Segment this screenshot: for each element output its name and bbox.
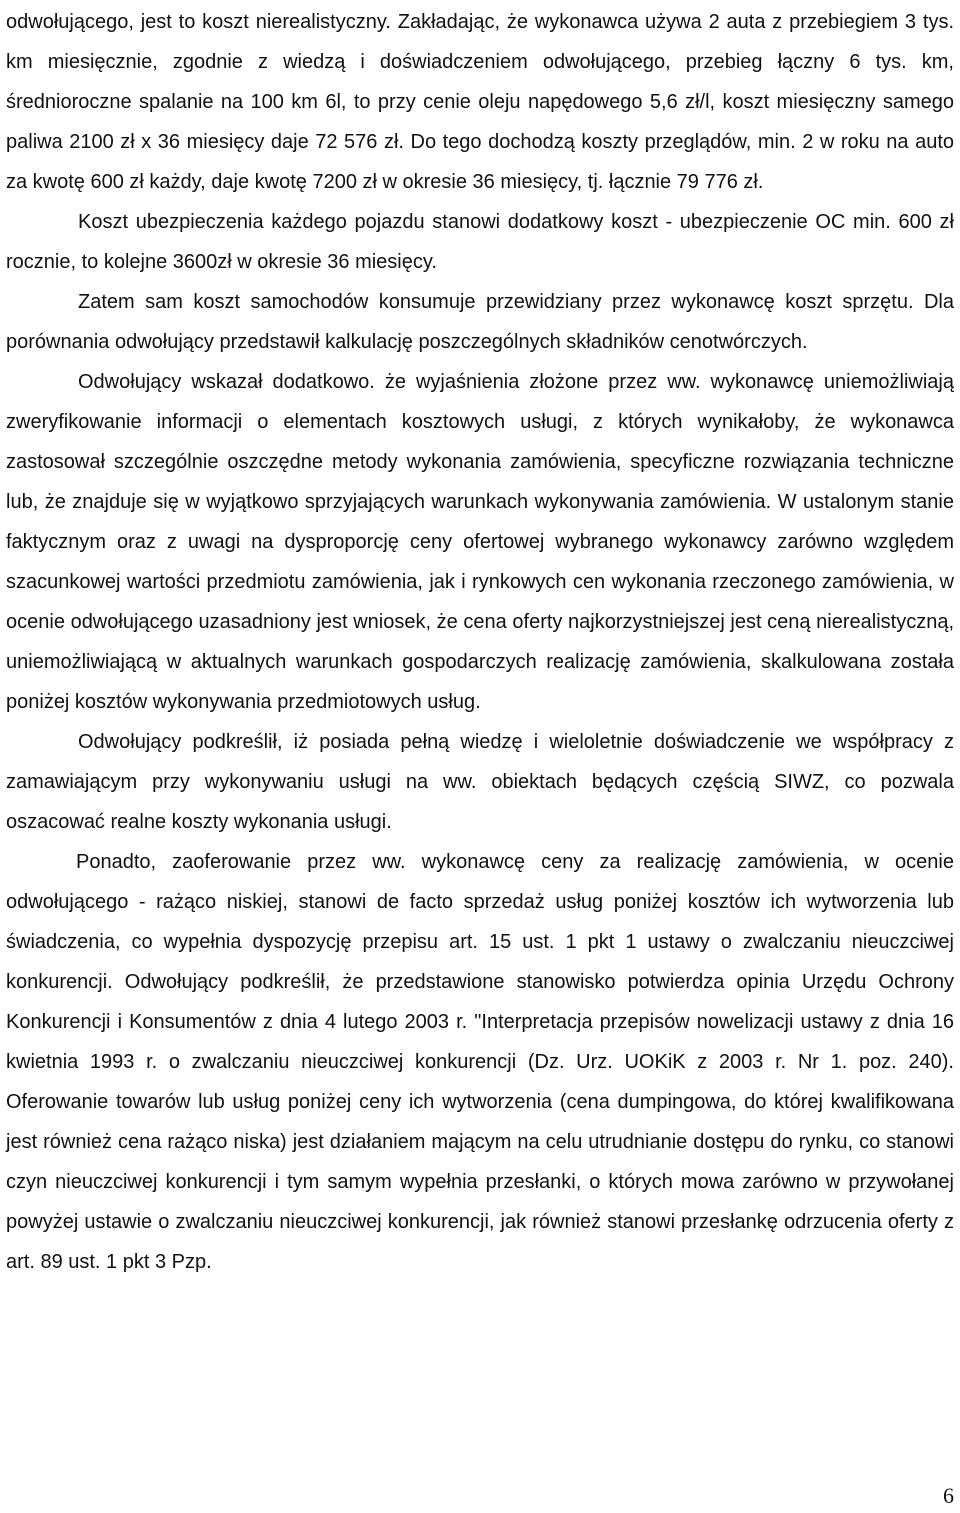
paragraph-unrealistic-price: Odwołujący wskazał dodatkowo. że wyjaśnienia złożone przez ww. wykonawcę uniemożliwiają zweryfikowanie informacji o elementach kosztowych usługi, z których wynikałoby, że wykonawca zastosował szczególnie oszczędne metody wykonania zamówienia, specyficzne rozwiązania techniczne lub, że znajduje się w wyjątkowo sprzyjających warunkach wykonywania zamówienia. W ustalonym stanie faktycznym oraz z uwagi na dysproporcję ceny ofertowej wybranego wykonawcy zarówno względem szacunkowej wartości przedmiotu zamówienia, jak i rynkowych cen wykonania rzeczonego zamówienia, w ocenie odwołującego uzasadniony jest wniosek, że cena oferty najkorzystniejszej jest ceną nierealistyczną, uniemożliwiającą w aktualnych warunkach gospodarczych realizację zamówienia, skalkulowana została poniżej kosztów wykonywania przedmiotowych usług. bbox=[6, 371, 954, 713]
paragraph-experience: Odwołujący podkreślił, iż posiada pełną wiedzę i wieloletnie doświadczenie we współpracy z zamawiającym przy wykonywaniu usługi na ww. obiektach będących częścią SIWZ, co pozwala oszacować realne koszty wykonania usługi. bbox=[6, 731, 954, 833]
paragraph-unfair-competition: Ponadto, zaoferowanie przez ww. wykonawcę ceny za realizację zamówienia, w ocenie odwołującego - rażąco niskiej, stanowi de facto sprzedaż usług poniżej kosztów ich wytworzenia lub świadczenia, co wypełnia dyspozycję przepisu art. 15 ust. 1 pkt 1 ustawy o zwalczaniu nieuczciwej konkurencji. Odwołujący podkreślił, że przedstawione stanowisko potwierdza opinia Urzędu Ochrony Konkurencji i Konsumentów z dnia 4 lutego 2003 r. "Interpretacja przepisów nowelizacji ustawy z dnia 16 kwietnia 1993 r. o zwalczaniu nieuczciwej konkurencji (Dz. Urz. UOKiK z 2003 r. Nr 1. poz. 240). Oferowanie towarów lub usług poniżej ceny ich wytworzenia (cena dumpingowa, do której kwalifikowana jest również cena rażąco niska) jest działaniem mającym na celu utrudnianie dostępu do rynku, co stanowi czyn nieuczciwej konkurencji i tym samym wypełnia przesłanki, o których mowa zarówno w przywołanej powyżej ustawie o zwalczaniu nieuczciwej konkurencji, jak również stanowi przesłankę odrzucenia oferty z art. 89 ust. 1 pkt 3 Pzp. bbox=[6, 851, 954, 1273]
document-body bbox=[6, 2, 954, 1282]
paragraph-equipment-cost: Zatem sam koszt samochodów konsumuje przewidziany przez wykonawcę koszt sprzętu. Dla porównania odwołujący przedstawił kalkulację poszczególnych składników cenotwórczych. bbox=[6, 291, 954, 353]
paragraph-vehicle-costs: odwołującego, jest to koszt nierealistyczny. Zakładając, że wykonawca używa 2 auta z przebiegiem 3 tys. km miesięcznie, zgodnie z wiedzą i doświadczeniem odwołującego, przebieg łączny 6 tys. km, średnioroczne spalanie na 100 km 6l, to przy cenie oleju napędowego 5,6 zł/l, koszt miesięczny samego paliwa 2100 zł x 36 miesięcy daje 72 576 zł. Do tego dochodzą koszty przeglądów, min. 2 w roku na auto za kwotę 600 zł każdy, daje kwotę 7200 zł w okresie 36 miesięcy, tj. łącznie 79 776 zł. bbox=[6, 11, 954, 193]
paragraph-insurance-cost: Koszt ubezpieczenia każdego pojazdu stanowi dodatkowy koszt - ubezpieczenie OC min. 600 zł rocznie, to kolejne 3600zł w okresie 36 miesięcy. bbox=[6, 211, 954, 273]
page-number: 6 bbox=[943, 1483, 954, 1508]
